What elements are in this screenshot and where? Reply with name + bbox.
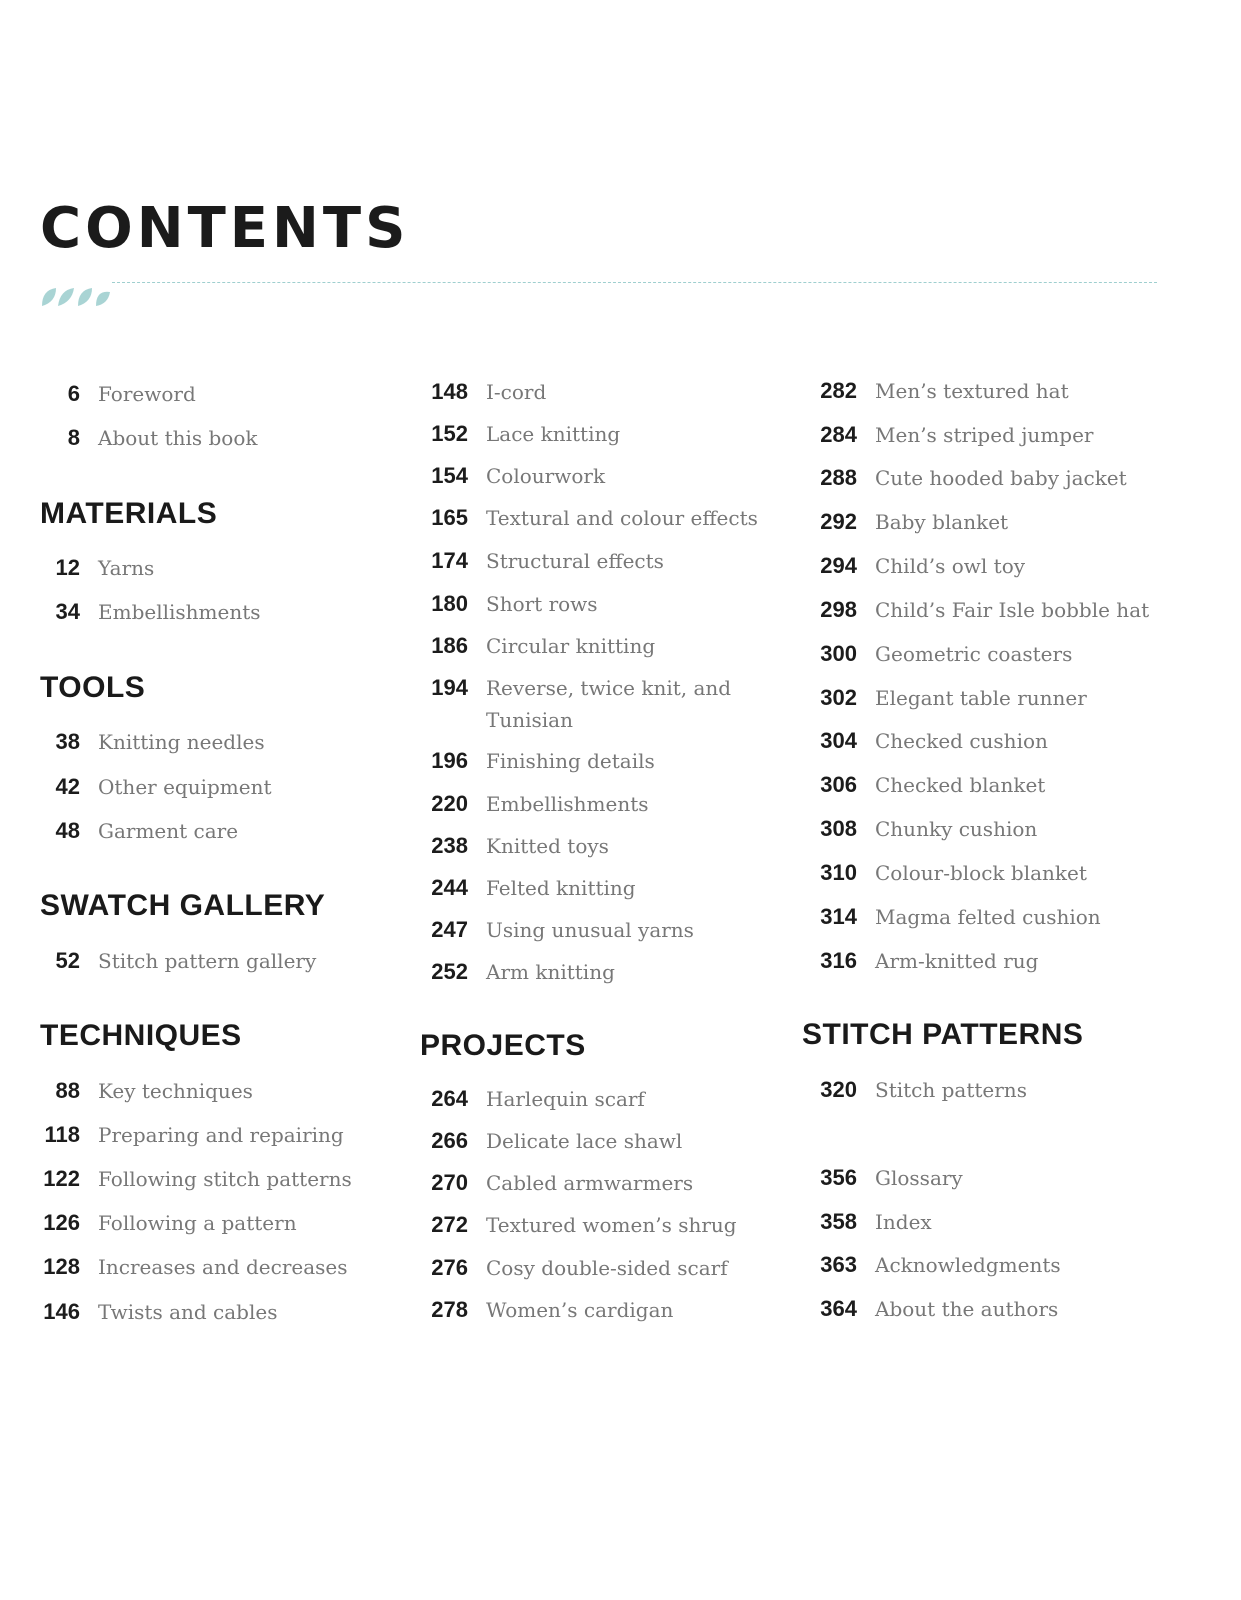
toc-entry-preparing-and-repairing[interactable] [40, 1119, 344, 1151]
toc-entry-childs-owl-toy[interactable] [807, 550, 1025, 582]
toc-entry-reverse-twice-knit-tunisian[interactable] [418, 672, 736, 736]
section-heading-projects: PROJECTS [420, 1029, 586, 1062]
toc-entry-about-the-authors[interactable] [807, 1293, 1058, 1325]
section-heading-tools: TOOLS [40, 671, 146, 704]
page-number: 220 [431, 791, 468, 816]
toc-entry-glossary[interactable] [807, 1162, 963, 1194]
toc-entry-mens-striped-jumper[interactable] [807, 419, 1093, 451]
toc-entry-yarns[interactable] [40, 552, 154, 584]
page-number: 270 [431, 1170, 468, 1195]
entry-label: Elegant table runner [875, 686, 1087, 710]
entry-label: Lace knitting [486, 422, 621, 446]
toc-entry-colour-block-blanket[interactable] [807, 857, 1087, 889]
entry-label: Finishing details [486, 749, 655, 773]
entry-label: I-cord [486, 380, 547, 404]
page-number: 42 [55, 774, 80, 799]
page-number: 126 [43, 1210, 80, 1235]
toc-entry-finishing-details[interactable] [418, 745, 655, 777]
page-number: 363 [820, 1252, 857, 1277]
toc-entry-other-equipment[interactable] [40, 771, 272, 803]
toc-entry-garment-care[interactable] [40, 815, 238, 847]
page-number: 165 [431, 505, 468, 530]
toc-entry-arm-knitting[interactable] [418, 956, 615, 988]
page-number: 180 [431, 591, 468, 616]
toc-entry-using-unusual-yarns[interactable] [418, 914, 694, 946]
page-number: 146 [43, 1299, 80, 1324]
entry-label: Acknowledgments [875, 1253, 1061, 1277]
page-number: 278 [431, 1297, 468, 1322]
page-number: 152 [431, 421, 468, 446]
toc-entry-circular-knitting[interactable] [418, 630, 655, 662]
entry-label: Following stitch patterns [98, 1167, 352, 1191]
entry-label: Garment care [98, 819, 239, 843]
page-number: 358 [820, 1209, 857, 1234]
entry-label: Cabled armwarmers [486, 1171, 694, 1195]
page-number: 310 [820, 860, 857, 885]
page-number: 276 [431, 1255, 468, 1280]
entry-label: Magma felted cushion [875, 905, 1101, 929]
entry-label: Baby blanket [875, 510, 1009, 534]
toc-entry-embellishments-2[interactable] [418, 788, 649, 820]
entry-label: Knitted toys [486, 834, 609, 858]
toc-entry-cosy-double-sided-scarf[interactable] [418, 1252, 728, 1284]
page-number: 48 [55, 818, 80, 843]
page-number: 314 [820, 904, 857, 929]
entry-label: Men’s textured hat [875, 379, 1069, 403]
page-number: 6 [67, 381, 80, 406]
entry-label: Textured women’s shrug [486, 1213, 737, 1237]
toc-entry-childs-fair-isle-bobble-hat[interactable] [807, 594, 1149, 626]
entry-label: Child’s Fair Isle bobble hat [875, 598, 1150, 622]
page-number: 292 [820, 509, 857, 534]
page-number: 272 [431, 1212, 468, 1237]
page-number: 148 [431, 379, 468, 404]
page-number: 320 [820, 1077, 857, 1102]
entry-label: Child’s owl toy [875, 554, 1026, 578]
entry-label: Knitting needles [98, 730, 265, 754]
toc-entry-acknowledgments[interactable] [807, 1249, 1061, 1281]
page-number: 88 [55, 1078, 80, 1103]
section-heading-techniques: TECHNIQUES [40, 1019, 242, 1052]
entry-label: Textural and colour effects [486, 506, 758, 530]
page-number: 356 [820, 1165, 857, 1190]
page-number: 12 [55, 555, 80, 580]
page-number: 34 [55, 599, 80, 624]
toc-entry-cute-hooded-baby-jacket[interactable] [807, 462, 1127, 494]
toc-entry-index[interactable] [807, 1206, 932, 1238]
page-number: 52 [55, 948, 80, 973]
section-heading-stitch-patterns: STITCH PATTERNS [802, 1018, 1084, 1051]
page-number: 264 [431, 1086, 468, 1111]
page-number: 128 [43, 1254, 80, 1279]
page-number: 186 [431, 633, 468, 658]
entry-label: Using unusual yarns [486, 918, 694, 942]
page-number: 288 [820, 465, 857, 490]
page-title: CONTENTS [40, 196, 410, 261]
toc-entry-textured-womens-shrug[interactable] [418, 1209, 737, 1241]
section-heading-swatch-gallery: SWATCH GALLERY [40, 889, 326, 922]
toc-entry-geometric-coasters[interactable] [807, 638, 1072, 670]
toc-entry-mens-textured-hat[interactable] [807, 375, 1069, 407]
page-number: 196 [431, 748, 468, 773]
toc-entry-embellishments[interactable] [40, 596, 261, 628]
toc-entry-following-a-pattern[interactable] [40, 1207, 297, 1239]
entry-label: Preparing and repairing [98, 1123, 344, 1147]
entry-label: Structural effects [486, 549, 664, 573]
entry-label: Short rows [486, 592, 598, 616]
page-number: 194 [431, 675, 468, 700]
page-number: 266 [431, 1128, 468, 1153]
entry-label: Following a pattern [98, 1211, 297, 1235]
entry-label: Reverse, twice knit, and Tunisian [486, 676, 732, 732]
entry-label: Felted knitting [486, 876, 636, 900]
toc-entry-knitted-toys[interactable] [418, 830, 609, 862]
page-number: 238 [431, 833, 468, 858]
page-number: 306 [820, 772, 857, 797]
entry-label: Stitch patterns [875, 1078, 1027, 1102]
toc-entry-womens-cardigan[interactable] [418, 1294, 673, 1326]
entry-label: Harlequin scarf [486, 1087, 645, 1111]
entry-label: Circular knitting [486, 634, 656, 658]
toc-entry-arm-knitted-rug[interactable] [807, 945, 1038, 977]
entry-label: Geometric coasters [875, 642, 1073, 666]
entry-label: Increases and decreases [98, 1255, 348, 1279]
toc-entry-baby-blanket[interactable] [807, 506, 1008, 538]
toc-entry-chunky-cushion[interactable] [807, 813, 1037, 845]
entry-label: Cosy double-sided scarf [486, 1256, 728, 1280]
page-number: 298 [820, 597, 857, 622]
toc-entry-colourwork[interactable] [418, 460, 605, 492]
entry-label: Arm knitting [486, 960, 615, 984]
entry-label: Embellishments [98, 600, 261, 624]
entry-label: Glossary [875, 1166, 963, 1190]
toc-entry-checked-cushion[interactable] [807, 725, 1048, 757]
page-number: 284 [820, 422, 857, 447]
page-number: 8 [67, 425, 80, 450]
entry-label: Cute hooded baby jacket [875, 466, 1127, 490]
toc-entry-harlequin-scarf[interactable] [418, 1083, 645, 1115]
page-number: 174 [431, 548, 468, 573]
page-number: 302 [820, 685, 857, 710]
toc-entry-key-techniques[interactable] [40, 1075, 253, 1107]
entry-label: Checked blanket [875, 773, 1046, 797]
entry-label: Chunky cushion [875, 817, 1038, 841]
toc-entry-stitch-pattern-gallery[interactable] [40, 945, 316, 977]
leaf-ornament-icon [40, 286, 112, 308]
toc-entry-textural-and-colour-effects[interactable] [418, 502, 758, 534]
page-number: 316 [820, 948, 857, 973]
page-number: 364 [820, 1296, 857, 1321]
page-number: 252 [431, 959, 468, 984]
page-number: 294 [820, 553, 857, 578]
page-number: 304 [820, 728, 857, 753]
page-number: 122 [43, 1166, 80, 1191]
entry-label: Delicate lace shawl [486, 1129, 683, 1153]
entry-label: Checked cushion [875, 729, 1048, 753]
entry-label: Colourwork [486, 464, 606, 488]
toc-entry-about-this-book[interactable] [40, 422, 258, 454]
toc-entry-twists-and-cables[interactable] [40, 1296, 277, 1328]
page-number: 300 [820, 641, 857, 666]
title-divider [112, 282, 1157, 283]
section-heading-materials: MATERIALS [40, 497, 218, 530]
page-number: 244 [431, 875, 468, 900]
page-number: 282 [820, 378, 857, 403]
toc-entry-delicate-lace-shawl[interactable] [418, 1125, 682, 1157]
toc-entry-knitting-needles[interactable] [40, 726, 265, 758]
toc-entry-foreword[interactable] [40, 378, 196, 410]
entry-label: Twists and cables [98, 1300, 278, 1324]
entry-label: About this book [98, 426, 258, 450]
toc-entry-magma-felted-cushion[interactable] [807, 901, 1101, 933]
toc-entry-felted-knitting[interactable] [418, 872, 636, 904]
entry-label: Foreword [98, 382, 196, 406]
entry-label: Men’s striped jumper [875, 423, 1094, 447]
entry-label: About the authors [875, 1297, 1059, 1321]
toc-entry-lace-knitting[interactable] [418, 418, 620, 450]
entry-label: Key techniques [98, 1079, 253, 1103]
page-number: 38 [55, 729, 80, 754]
entry-label: Embellishments [486, 792, 649, 816]
page-number: 154 [431, 463, 468, 488]
toc-entry-checked-blanket[interactable] [807, 769, 1045, 801]
toc-entry-i-cord[interactable] [418, 376, 546, 408]
entry-label: Colour-block blanket [875, 861, 1087, 885]
toc-entry-structural-effects[interactable] [418, 545, 664, 577]
toc-entry-increases-and-decreases[interactable] [40, 1251, 348, 1283]
entry-label: Yarns [98, 556, 155, 580]
entry-label: Women’s cardigan [486, 1298, 674, 1322]
page-number: 118 [44, 1122, 80, 1147]
page-number: 247 [431, 917, 468, 942]
toc-entry-stitch-patterns[interactable] [807, 1074, 1027, 1106]
toc-entry-short-rows[interactable] [418, 588, 598, 620]
entry-label: Arm-knitted rug [875, 949, 1039, 973]
toc-entry-following-stitch-patterns[interactable] [40, 1163, 352, 1195]
toc-entry-cabled-armwarmers[interactable] [418, 1167, 693, 1199]
toc-entry-elegant-table-runner[interactable] [807, 682, 1087, 714]
entry-label: Index [875, 1210, 932, 1234]
entry-label: Other equipment [98, 775, 272, 799]
page-number: 308 [820, 816, 857, 841]
entry-label: Stitch pattern gallery [98, 949, 317, 973]
